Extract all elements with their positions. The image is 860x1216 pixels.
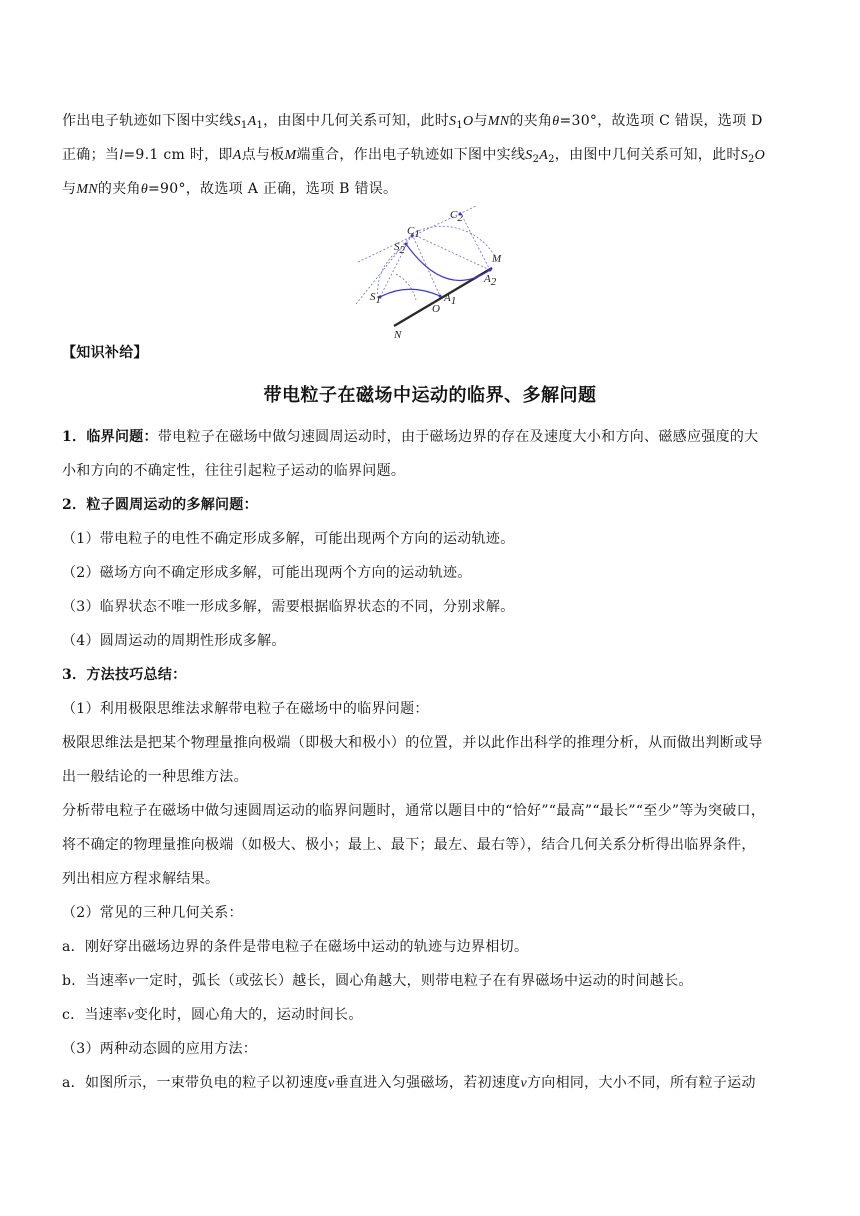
var-a: A [539,148,549,163]
item-3-2: （2）常见的三种几何关系： [62,905,243,921]
trajectory-s1-a1 [380,289,440,297]
item-3-1b: 出一般结论的一种思维方法。 [62,769,248,785]
text: 正确；当 [62,147,120,163]
var-l: l [119,148,124,163]
text: =30°，故选项 C 错误，选项 D [559,113,763,129]
item-3-3a [62,1074,807,1093]
label-n: N [394,329,402,341]
text: 点与板 [241,147,285,163]
text: ，由图中几何关系可知，此时 [554,147,741,163]
var-a: A [232,148,242,163]
sub: 1 [256,120,264,131]
text: 方向相同，大小不同，所有粒子运动 [526,1075,756,1091]
label-c1: C1 [407,225,420,240]
construction-lines [356,206,496,304]
text: =9.1 cm 时，即 [123,147,233,163]
dashed-line-c1-a1 [412,234,440,296]
solution-line-2 [62,146,807,165]
var-theta: θ [140,182,149,197]
var-s: S [525,148,533,163]
point-a2 [489,269,492,272]
item-3-2c [62,1006,807,1025]
text: 与 [62,181,77,197]
var-mn: MN [487,114,510,129]
var-v: v [128,974,135,989]
text: b．当速率 [62,973,129,989]
point-a1 [439,295,442,298]
item-3-2b [62,972,807,991]
label-s1: S1 [370,291,381,306]
item-1-line-2: 小和方向的不确定性，往往引起粒子运动的临界问题。 [62,463,406,479]
var-s: S [449,114,457,129]
text: =90°，故选项 A 正确，选项 B 错误。 [148,181,398,197]
text: 端重合，作出电子轨迹如下图中实线 [296,147,526,163]
var-m: M [284,148,297,163]
var-theta: θ [552,114,560,129]
var-a: A [247,114,257,129]
text: c．当速率 [62,1007,128,1023]
var-o: O [754,148,766,163]
text: ，由图中几何关系可知，此时 [263,113,450,129]
item-3-1d: 将不确定的物理量推向极端（如极大、极小；最上、最下；最左、最右等），结合几何关系分析得出临界条件， [62,837,756,853]
page-title: 带电粒子在磁场中运动的临界、多解问题 [263,385,597,406]
label-s2: S2 [394,241,405,256]
var-v: v [127,1008,134,1023]
dashed-arc-mid [396,274,416,300]
solution-line-3 [62,180,807,199]
text: a．如图所示，一束带负电的粒子以初速度 [62,1075,329,1091]
var-v: v [328,1076,335,1091]
var-o: O [463,114,474,129]
item-3-3: （3）两种动态圆的应用方法： [62,1041,258,1057]
dashed-line-c2-a2 [460,212,490,270]
dashed-arc-top [412,226,496,258]
item-2-3: （3）临界状态不唯一形成多解，需要根据临界状态的不同，分别求解。 [62,599,515,615]
item-2-heading: 2．粒子圆周运动的多解问题： [62,497,258,513]
item-3-1: （1）利用极限思维法求解带电粒子在磁场中的临界问题： [62,701,429,717]
item-3-1c: 分析带电粒子在磁场中做匀速圆周运动的临界问题时，通常以题目中的“恰好”“最高”“最长”“至少”等为突破口， [62,803,766,819]
label-c2: C2 [450,209,463,224]
text: 变化时，圆心角大的，运动时间长。 [133,1007,363,1023]
var-s: S [740,148,748,163]
text: 垂直进入匀强磁场，若初速度 [334,1075,521,1091]
text: 与 [473,113,488,129]
section-header: 【知识补给】 [62,345,148,361]
trajectory-figure [356,204,512,344]
text: 带电粒子在磁场中做匀速圆周运动时，由于磁场边界的存在及速度大小和方向、磁感应强度的大 [157,429,759,445]
sub: 1 [240,120,248,131]
label-m: M [492,253,502,265]
item-2-4: （4）圆周运动的周期性形成多解。 [62,633,286,649]
sub: 1 [456,120,464,131]
item-2-2: （2）磁场方向不确定形成多解，可能出现两个方向的运动轨迹。 [62,565,472,581]
item-heading: 1．临界问题： [62,429,158,445]
item-3-heading: 3．方法技巧总结： [62,667,187,683]
var-mn: MN [76,182,98,197]
text: 的夹角 [97,181,141,197]
item-2-1: （1）带电粒子的电性不确定形成多解，可能出现两个方向的运动轨迹。 [62,531,515,547]
item-3-1a: 极限思维法是把某个物理量推向极端（即极大和极小）的位置，并以此作出科学的推理分析，从而做出判断或导 [62,735,763,751]
sub: 2 [748,154,755,165]
text: 一定时，弧长（或弦长）越长，圆心角越大，则带电粒子在有界磁场中运动的时间越长。 [134,973,693,989]
sub: 2 [532,154,540,165]
label-a2: A2 [484,273,497,288]
var-s: S [233,114,241,129]
item-3-1e: 列出相应方程求解结果。 [62,871,220,887]
item-1-line-1 [62,428,807,446]
var-v: v [520,1076,527,1091]
text: 的夹角 [509,113,553,129]
sub: 2 [548,154,555,165]
item-3-2a: a．刚好穿出磁场边界的条件是带电粒子在磁场中运动的轨迹与边界相切。 [62,939,529,955]
solution-line-1 [62,112,807,131]
label-a1: A1 [444,292,457,307]
text: 作出电子轨迹如下图中实线 [62,113,234,129]
label-o: O [432,303,440,315]
